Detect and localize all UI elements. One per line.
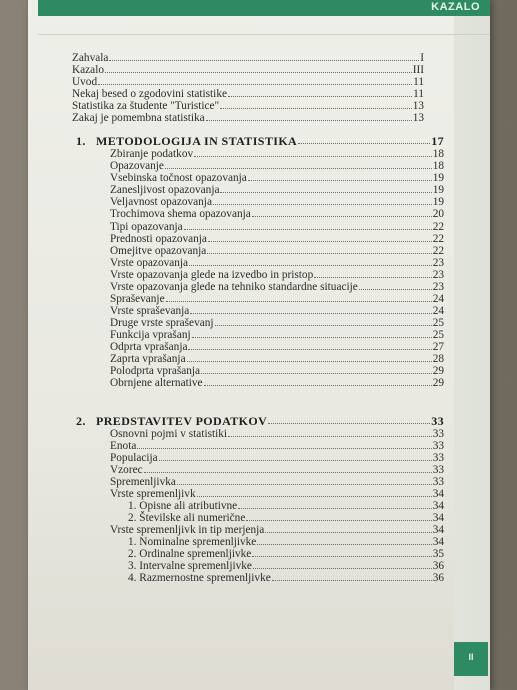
- toc-leader-dots: [228, 95, 412, 97]
- toc-leader-dots: [208, 240, 432, 242]
- toc-entry-label: Vzorec: [110, 464, 143, 476]
- toc-entry: [110, 281, 444, 293]
- toc-leader-dots: [265, 531, 431, 533]
- toc-entry-page: 18: [432, 148, 444, 160]
- toc-entry: [110, 488, 444, 500]
- toc-entry-page: 33: [432, 452, 444, 464]
- toc-entry-label: Vrste opazovanja glede na tehniko standardne situacije: [110, 281, 358, 293]
- toc-entry: [128, 560, 444, 572]
- page-number-tab: [454, 642, 488, 676]
- toc-leader-dots: [213, 203, 432, 205]
- toc-entry-label: Vrste spremenljivk: [110, 488, 196, 500]
- toc-chapter: [76, 415, 444, 427]
- toc-leader-dots: [238, 507, 432, 509]
- toc-entry-page: 29: [432, 377, 444, 389]
- toc-entry-label: Kazalo: [72, 64, 104, 76]
- toc-leader-dots: [166, 300, 432, 302]
- toc-entry-page: 33: [432, 428, 444, 440]
- toc-entry: [110, 464, 444, 476]
- toc-leader-dots: [207, 252, 431, 254]
- toc-entry-page: 36: [432, 560, 444, 572]
- toc-entry-label: Enota: [110, 440, 137, 452]
- toc-leader-dots: [109, 59, 419, 61]
- toc-chapter-number: 2.: [76, 414, 86, 428]
- toc-entry: [128, 500, 444, 512]
- toc-entry-label: Obrnjene alternative: [110, 377, 203, 389]
- toc-entry-label: 4. Razmernostne spremenljivke: [128, 572, 271, 584]
- toc-entry: [110, 184, 444, 196]
- toc-entry-page: 33: [432, 464, 444, 476]
- toc-leader-dots: [272, 579, 432, 581]
- toc-entry-page: 35: [432, 548, 444, 560]
- toc-entry-label: Spraševanje: [110, 293, 165, 305]
- toc-entry-label: Druge vrste spraševanj: [110, 317, 214, 329]
- toc-leader-dots: [246, 519, 431, 521]
- toc-entry-page: 19: [432, 184, 444, 196]
- toc-entry-label: 1. Opisne ali atributivne: [128, 500, 238, 512]
- toc-entry: [72, 64, 424, 76]
- toc-entry-page: III: [412, 64, 424, 76]
- book-page: [28, 0, 490, 690]
- toc-entry-label: Nekaj besed o zgodovini statistike: [72, 88, 227, 100]
- toc-entry-label: Veljavnost opazovanja: [110, 196, 212, 208]
- toc-entry-page: 28: [432, 353, 444, 365]
- toc-entry-page: 13: [412, 112, 424, 124]
- toc-leader-dots: [220, 107, 412, 109]
- toc-entry-label: METODOLOGIJA IN STATISTIKA: [96, 134, 298, 148]
- toc-leader-dots: [220, 191, 431, 193]
- toc-chapter-number: 1.: [76, 134, 86, 148]
- toc-leader-dots: [144, 471, 432, 473]
- toc-leader-dots: [190, 312, 431, 314]
- toc-entry: [110, 341, 444, 353]
- toc-entry-page: 20: [432, 208, 444, 220]
- toc-leader-dots: [137, 447, 431, 449]
- toc-entry-page: 34: [432, 512, 444, 524]
- toc-entry-label: Vrste opazovanja glede na izvedbo in pristop: [110, 269, 314, 281]
- toc-entry-label: 1. Nominalne spremenljivke: [128, 536, 257, 548]
- toc-entry: [110, 377, 444, 389]
- toc-leader-dots: [187, 360, 432, 362]
- toc-leader-dots: [177, 483, 432, 485]
- toc-entry-page: 25: [432, 329, 444, 341]
- toc-leader-dots: [314, 276, 431, 278]
- toc-entry-label: Vrste spraševanja: [110, 305, 190, 317]
- toc-entry: [110, 233, 444, 245]
- toc-entry: [110, 317, 444, 329]
- toc-leader-dots: [268, 422, 430, 424]
- toc-leader-dots: [194, 155, 432, 157]
- toc-entry-label: Vsebinska točnost opazovanja: [110, 172, 247, 184]
- toc-entry-page: 34: [432, 536, 444, 548]
- toc-entry-label: Tipi opazovanja: [110, 221, 183, 233]
- toc-leader-dots: [184, 228, 432, 230]
- toc-entry-page: 27: [432, 341, 444, 353]
- toc-entry-page: 19: [432, 196, 444, 208]
- toc-leader-dots: [192, 336, 432, 338]
- toc-entry-page: 23: [432, 269, 444, 281]
- toc-entry: [110, 428, 444, 440]
- toc-entry-page: 29: [432, 365, 444, 377]
- toc-entry-page: 33: [432, 476, 444, 488]
- toc-entry-page: 33: [432, 440, 444, 452]
- toc-entry-page: 22: [432, 245, 444, 257]
- toc-chapter: [76, 135, 444, 147]
- toc-entry: [110, 365, 444, 377]
- toc-entry: [128, 572, 444, 584]
- toc-entry: [110, 269, 444, 281]
- toc-entry-page: 34: [432, 500, 444, 512]
- toc-entry: [128, 548, 444, 560]
- toc-leader-dots: [228, 435, 432, 437]
- toc-leader-dots: [252, 555, 431, 557]
- toc-entry: [110, 196, 444, 208]
- toc-leader-dots: [253, 567, 432, 569]
- toc-leader-dots: [189, 264, 432, 266]
- toc-leader-dots: [204, 384, 432, 386]
- toc-leader-dots: [257, 543, 431, 545]
- toc-entry-page: 11: [413, 76, 424, 88]
- toc-entry-page: 25: [432, 317, 444, 329]
- toc-entry-page: 24: [432, 293, 444, 305]
- toc-entry-label: Uvod: [72, 76, 98, 88]
- toc-entry-label: PREDSTAVITEV PODATKOV: [96, 414, 268, 428]
- page-number: II: [468, 652, 474, 662]
- toc-leader-dots: [98, 83, 412, 85]
- toc-entry: [72, 112, 424, 124]
- toc-entry-page: 23: [432, 281, 444, 293]
- toc-entry: [128, 512, 444, 524]
- toc-leader-dots: [206, 119, 412, 121]
- toc-leader-dots: [201, 372, 432, 374]
- toc-entry: [128, 536, 444, 548]
- toc-entry-page: 18: [432, 160, 444, 172]
- toc-entry: [110, 452, 444, 464]
- toc-entry-label: Spremenljivka: [110, 476, 176, 488]
- toc-leader-dots: [197, 495, 432, 497]
- toc-leader-dots: [215, 324, 432, 326]
- toc-entry-label: Opazovanje: [110, 160, 164, 172]
- toc-entry-page: 11: [413, 88, 424, 100]
- toc-entry: [110, 476, 444, 488]
- toc-entry-page: 13: [412, 100, 424, 112]
- toc-entry-page: 34: [432, 524, 444, 536]
- toc-leader-dots: [298, 142, 430, 144]
- toc-entry-label: Zakaj je pomembna statistika: [72, 112, 205, 124]
- toc-entry-page: 24: [432, 305, 444, 317]
- toc-entry-label: Osnovni pojmi v statistiki: [110, 428, 228, 440]
- toc-entry-page: I: [420, 52, 424, 64]
- toc-entry: [110, 305, 444, 317]
- toc-entry-label: Vrste spremenljivk in tip merjenja: [110, 524, 265, 536]
- toc-entry-label: Vrste opazovanja: [110, 257, 189, 269]
- toc-entry: [72, 100, 424, 112]
- toc-entry-label: Prednosti opazovanja: [110, 233, 207, 245]
- toc-entry-label: Trochimova shema opazovanja: [110, 208, 251, 220]
- toc-entry-label: Polodprta vprašanja: [110, 365, 201, 377]
- toc-entry: [110, 245, 444, 257]
- toc-entry-label: 3. Intervalne spremenljivke: [128, 560, 252, 572]
- toc-entry: [110, 293, 444, 305]
- toc-entry: [72, 88, 424, 100]
- toc-entry: [110, 257, 444, 269]
- toc-leader-dots: [159, 459, 432, 461]
- toc-entry: [110, 524, 444, 536]
- toc-entry-page: 22: [432, 221, 444, 233]
- toc-leader-dots: [165, 167, 432, 169]
- toc-leader-dots: [105, 71, 412, 73]
- toc-entry-label: Zanesljivost opazovanja: [110, 184, 220, 196]
- toc-leader-dots: [188, 348, 431, 350]
- toc-entry: [110, 208, 444, 220]
- toc-entry-label: Populacija: [110, 452, 158, 464]
- toc-entry-label: Odprta vprašanja: [110, 341, 188, 353]
- toc-entry-label: Omejitve opazovanja: [110, 245, 207, 257]
- toc-entry-label: 2. Številske ali numerične: [128, 512, 246, 524]
- toc-entry-label: Funkcija vprašanj: [110, 329, 191, 341]
- toc-entry-page: 17: [431, 134, 444, 148]
- toc-entry-page: 22: [432, 233, 444, 245]
- toc-entry-page: 23: [432, 257, 444, 269]
- toc-entry: [110, 160, 444, 172]
- toc-entry-page: 33: [431, 414, 444, 428]
- toc-entry: [72, 52, 424, 64]
- toc-entry-label: 2. Ordinalne spremenljivke: [128, 548, 252, 560]
- toc-entry-label: Statistika za študente "Turistice": [72, 100, 220, 112]
- toc-entry-label: Zbiranje podatkov: [110, 148, 194, 160]
- toc-entry: [110, 148, 444, 160]
- toc-entry-label: Zaprta vprašanja: [110, 353, 186, 365]
- table-of-contents: [28, 0, 490, 690]
- toc-entry-label: Zahvala: [72, 52, 109, 64]
- toc-entry-page: 34: [432, 488, 444, 500]
- toc-entry: [72, 76, 424, 88]
- toc-entry: [110, 221, 444, 233]
- toc-entry-page: 36: [432, 572, 444, 584]
- toc-leader-dots: [252, 215, 432, 217]
- toc-entry-page: 19: [432, 172, 444, 184]
- toc-entry: [110, 172, 444, 184]
- toc-leader-dots: [359, 288, 432, 290]
- toc-entry: [110, 440, 444, 452]
- page-title: KAZALO: [431, 1, 480, 13]
- toc-entry: [110, 329, 444, 341]
- toc-leader-dots: [248, 179, 432, 181]
- toc-entry: [110, 353, 444, 365]
